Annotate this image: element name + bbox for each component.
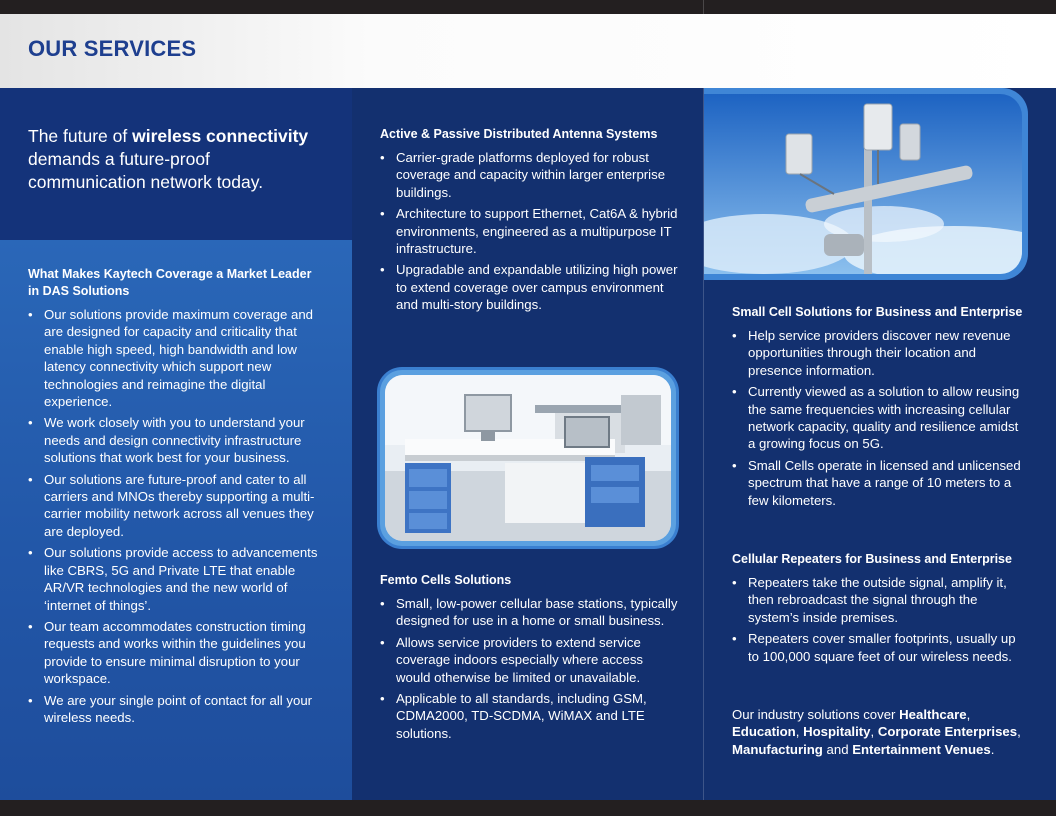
closing-sep: , [1017, 724, 1021, 740]
industry-manufacturing: Manufacturing [732, 741, 823, 757]
industry-entertainment: Entertainment Venues [852, 741, 991, 757]
list-item: • Small Cells operate in licensed and unlicensed spectrum that have a range of 10 meters to a few kilometers. [732, 457, 1024, 509]
list-item: • Allows service providers to extend service coverage indoors especially where access would otherwise be limited or unavailable. [380, 634, 680, 686]
closing-end: . [990, 741, 995, 757]
antenna-image [704, 94, 1022, 274]
repeaters-section [732, 551, 1024, 669]
closing-sep: , [870, 724, 878, 740]
tagline-text: The future of [28, 126, 133, 146]
smallcell-heading: Small Cell Solutions for Business and Enterprise [732, 305, 1023, 319]
industry-hospitality: Hospitality [803, 724, 871, 740]
list-item: • We work closely with you to understand your needs and design connectivity infrastructure solutions that work best for your business. [28, 414, 324, 466]
tagline-text-end: demands a future-proof communication network today. [28, 149, 264, 192]
smallcell-bullet-list [732, 327, 1024, 509]
list-item: • Currently viewed as a solution to allow reusing the same frequencies with increasing cellular network capacity, quality and resilience amidst a growing focus on 5G. [732, 383, 1024, 453]
list-item: • Architecture to support Ethernet, Cat6A & hybrid environments, engineered as a multipurpose IT infrastructure. [380, 205, 680, 257]
antenna-photo [704, 88, 1028, 280]
list-item: • Upgradable and expandable utilizing high power to extend coverage over campus environment and multi-story buildings. [380, 261, 680, 313]
bottom-border [0, 800, 1056, 816]
repeaters-heading: Cellular Repeaters for Business and Enterprise [732, 552, 1012, 566]
list-item: • Repeaters take the outside signal, amplify it, then rebroadcast the signal through the system’s inside premises. [732, 574, 1024, 626]
office-image [385, 375, 671, 541]
list-item: • Our solutions provide access to advancements like CBRS, 5G and Private LTE that enable AR/VR technologies and the new world of ‘internet of things’. [28, 544, 324, 614]
list-item: • Small, low-power cellular base stations, typically designed for use in a home or small business. [380, 595, 680, 630]
industry-education: Education [732, 724, 796, 740]
das-heading: Active & Passive Distributed Antenna Systems [380, 127, 658, 141]
closing-sep: and [822, 741, 853, 757]
das-section [380, 126, 680, 318]
list-item: • Applicable to all standards, including GSM, CDMA2000, TD-SCDMA, WiMAX and LTE solutions. [380, 690, 680, 742]
header-band [0, 14, 1056, 88]
industry-healthcare: Healthcare [899, 707, 967, 722]
list-item: • Help service providers discover new revenue opportunities through their location and presence information. [732, 327, 1024, 379]
fold-line [703, 0, 704, 816]
smallcell-section [732, 304, 1024, 513]
list-item: • Repeaters cover smaller footprints, usually up to 100,000 square feet of our wireless needs. [732, 630, 1024, 665]
das-bullet-list [380, 149, 680, 314]
industries-paragraph [732, 706, 1024, 758]
list-item: • We are your single point of contact for all your wireless needs. [28, 692, 324, 727]
femto-bullet-list [380, 595, 680, 742]
office-photo [380, 370, 676, 546]
page-title: OUR SERVICES [28, 36, 197, 61]
closing-sep: , [795, 724, 804, 740]
femto-heading: Femto Cells Solutions [380, 573, 512, 587]
tagline-bold: wireless connectivity [132, 126, 309, 146]
list-item: • Carrier-grade platforms deployed for robust coverage and capacity within larger enterprise buildings. [380, 149, 680, 201]
list-item: • Our solutions are future-proof and cater to all carriers and MNOs thereby supporting a multi-carrier mobility network across all venues they are deployed. [28, 471, 324, 541]
left-bullet-list [28, 306, 324, 726]
tagline [28, 125, 328, 194]
left-column [28, 266, 324, 730]
industry-corporate: Corporate Enterprises [877, 724, 1018, 740]
femto-section [380, 572, 680, 746]
left-heading: What Makes Kaytech Coverage a Market Leader in DAS Solutions [28, 267, 312, 298]
closing-sep: , [966, 707, 971, 722]
list-item: • Our team accommodates construction timing requests and works within the guidelines you provide to ensure minimal disruption to your workspace. [28, 618, 324, 688]
list-item: • Our solutions provide maximum coverage and are designed for capacity and criticality that enable high speed, high bandwidth and low latency connectivity which support new technologies and reimagine the digital experience. [28, 306, 324, 410]
repeaters-bullet-list [732, 574, 1024, 665]
top-border [0, 0, 1056, 14]
closing-text: Our industry solutions cover [732, 707, 900, 722]
